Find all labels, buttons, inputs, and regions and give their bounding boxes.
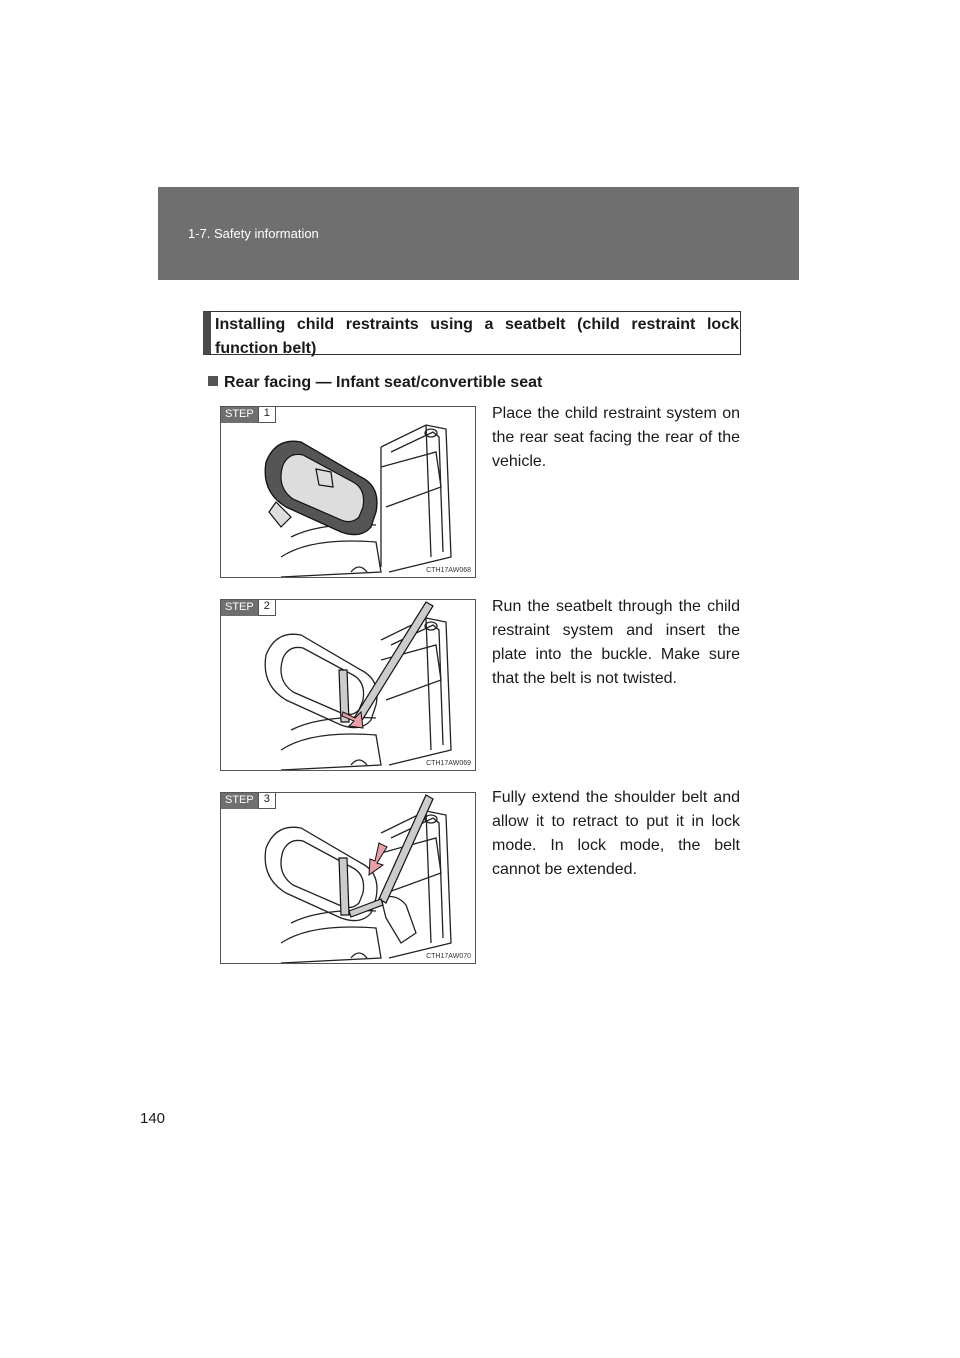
step-3-illustration xyxy=(220,792,476,964)
step-2-badge: STEP 2 xyxy=(221,600,276,616)
step-1-text: Place the child restraint system on the rear seat facing the rear of the vehicle. xyxy=(492,405,740,470)
step-1-illustration xyxy=(220,406,476,578)
step-3-badge: STEP 3 xyxy=(221,793,276,809)
step-3-text: Fully extend the shoulder belt and allow it to retract to put it in lock mode. In lock mode, the belt cannot be extended. xyxy=(492,789,740,878)
figure-code: CTH17AW068 xyxy=(426,567,471,574)
figure-code: CTH17AW070 xyxy=(426,953,471,960)
seatbelt-retract-illustration-icon xyxy=(221,793,476,964)
child-seat-illustration-icon xyxy=(221,407,476,578)
step-2-text: Run the seatbelt through the child restraint system and insert the plate into the buckle. Make sure that the belt is not twisted. xyxy=(492,598,740,687)
page-number: 140 xyxy=(140,1110,166,1127)
section-title: Installing child restraints using a seatbelt (child restraint lock function belt) xyxy=(215,316,739,357)
figure-code: CTH17AW069 xyxy=(426,760,471,767)
sub-heading: Rear facing — Infant seat/convertible seat xyxy=(208,374,542,392)
section-breadcrumb: 1-7. Safety information xyxy=(188,226,319,241)
step-1-badge: STEP 1 xyxy=(221,407,276,423)
seatbelt-buckle-illustration-icon xyxy=(221,600,476,771)
step-2-illustration xyxy=(220,599,476,771)
square-bullet-icon xyxy=(208,376,218,386)
